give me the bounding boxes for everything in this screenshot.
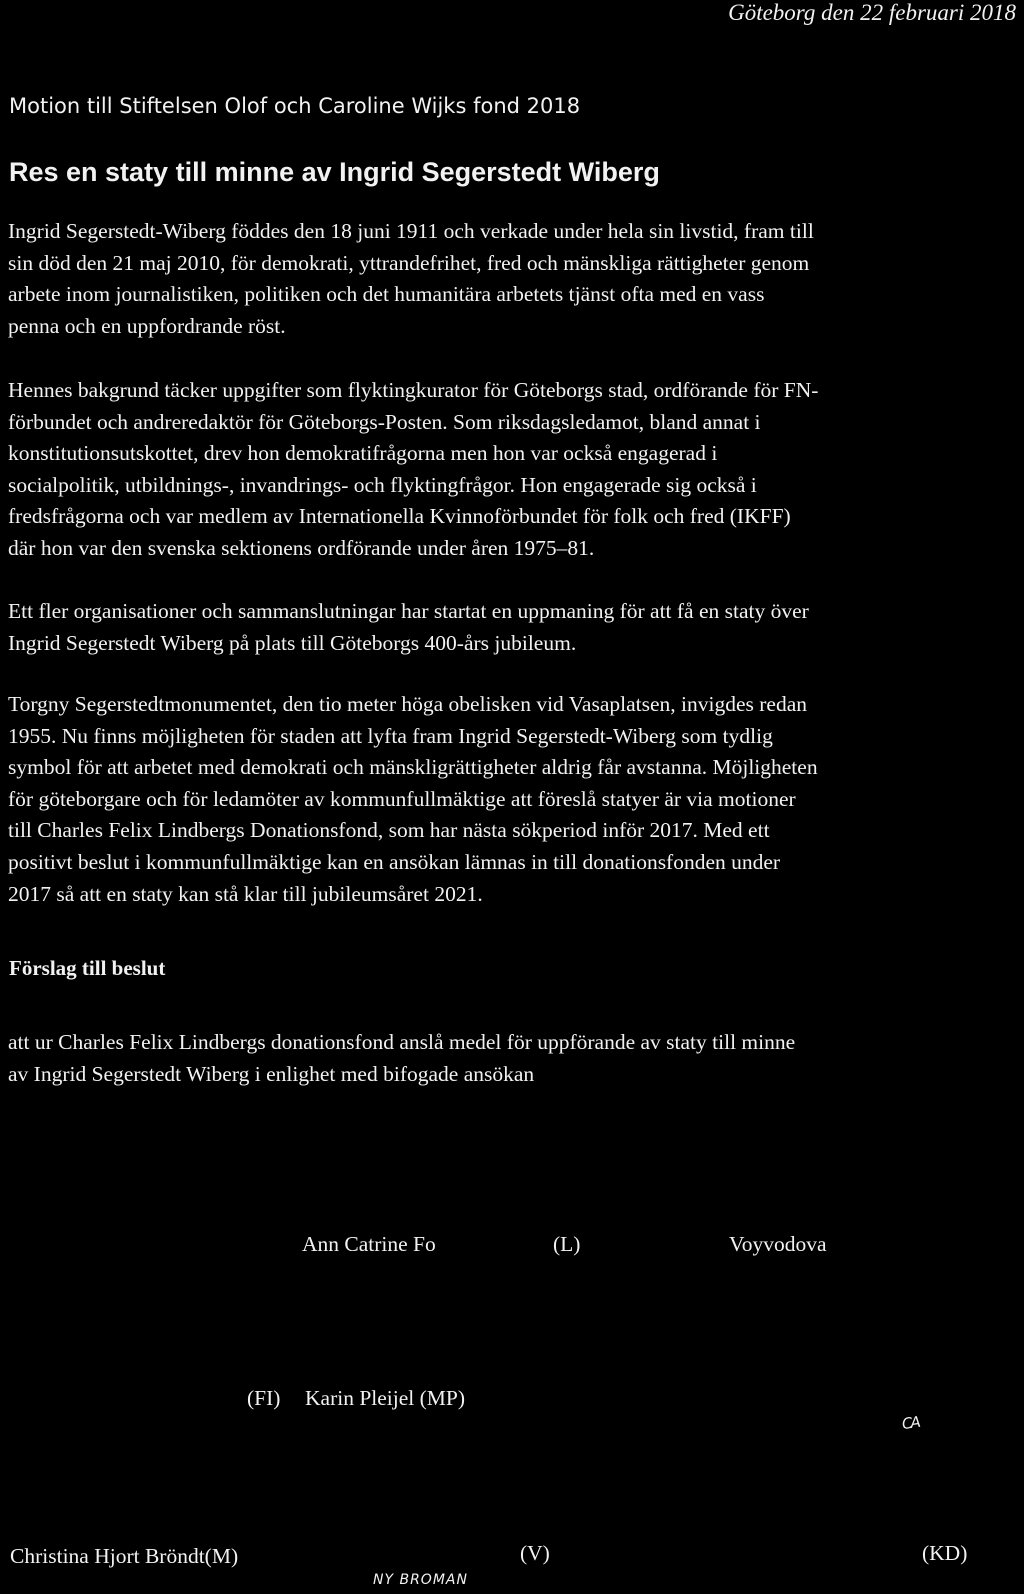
handwritten-initials: CA [900,1412,920,1434]
paragraph-2 [8,375,1020,565]
signatory-voyvodova: Voyvodova [729,1232,827,1256]
signatory-christina-hjort-brondt: Christina Hjort Bröndt(M) [10,1544,239,1568]
paragraph-line: Ingrid Segerstedt-Wiberg föddes den 18 juni 1911 och verkade under hela sin livstid, fram till [8,219,814,243]
paragraph-line: symbol för att arbetet med demokrati och mänskligrättigheter aldrig får avstanna. Möjligheten [8,755,818,780]
handwritten-name: NY BROMAN [373,1572,468,1588]
paragraph-line: 2017 så att en staty kan stå klar till jubileumsåret 2021. [8,881,483,906]
paragraph-4 [8,689,1020,910]
signatory-party-v: (V) [520,1541,550,1565]
paragraph-line: Ingrid Segerstedt Wiberg på plats till Göteborgs 400-års jubileum. [8,630,577,655]
proposal-line: av Ingrid Segerstedt Wiberg i enlighet med bifogade ansökan [8,1061,535,1086]
signatory-party-kd: (KD) [922,1541,968,1565]
signatory-karin-pleijel: Karin Pleijel (MP) [305,1386,466,1410]
signatory-ann-catrine: Ann Catrine Fo [302,1232,436,1256]
proposal-line: att ur Charles Felix Lindbergs donationsfond anslå medel för uppförande av staty till minne [8,1030,796,1054]
signatory-party-l: (L) [553,1232,581,1256]
document-title: Res en staty till minne av Ingrid Segerstedt Wiberg [9,157,660,187]
paragraph-line: Torgny Segerstedtmonumentet, den tio meter höga obelisken vid Vasaplatsen, invigdes redan [8,692,807,716]
date-line: Göteborg den 22 februari 2018 [728,0,1016,25]
paragraph-line: penna och en uppfordrande röst. [8,313,286,338]
paragraph-line: förbundet och andreredaktör för Göteborgs-Posten. Som riksdagsledamot, bland annat i [8,409,761,434]
paragraph-line: där hon var den svenska sektionens ordförande under åren 1975–81. [8,535,595,560]
signatory-party-fi: (FI) [247,1386,281,1410]
paragraph-1 [8,216,1020,342]
paragraph-line: fredsfrågorna och var medlem av Internationella Kvinnoförbundet för folk och fred (IKFF) [8,504,791,529]
paragraph-line: 1955. Nu finns möjligheten för staden att lyfta fram Ingrid Segerstedt-Wiberg som tydlig [8,723,773,748]
proposal-heading: Förslag till beslut [9,956,166,980]
paragraph-line: Ett fler organisationer och sammanslutningar har startat en uppmaning för att få en staty över [8,599,809,623]
paragraph-line: konstitutionsutskottet, drev hon demokratifrågorna men hon var också engagerad i [8,441,718,466]
paragraph-line: Hennes bakgrund täcker uppgifter som flyktingkurator för Göteborgs stad, ordförande för FN- [8,378,819,402]
proposal-text [8,1027,1020,1090]
paragraph-line: till Charles Felix Lindbergs Donationsfond, som har nästa sökperiod inför 2017. Med ett [8,818,770,843]
paragraph-3 [8,596,1020,659]
paragraph-line: socialpolitik, utbildnings-, invandrings- och flyktingfrågor. Hon engagerade sig också i [8,472,757,497]
paragraph-line: arbete inom journalistiken, politiken och det humanitära arbetets tjänst ofta med en vass [8,282,765,307]
paragraph-line: sin död den 21 maj 2010, för demokrati, yttrandefrihet, fred och mänskliga rättigheter genom [8,250,810,275]
paragraph-line: positivt beslut i kommunfullmäktige kan en ansökan lämnas in till donationsfonden under [8,849,781,874]
paragraph-line: för göteborgare och för ledamöter av kommunfullmäktige att föreslå statyer är via motioner [8,786,796,811]
motion-line: Motion till Stiftelsen Olof och Caroline Wijks fond 2018 [9,94,581,118]
